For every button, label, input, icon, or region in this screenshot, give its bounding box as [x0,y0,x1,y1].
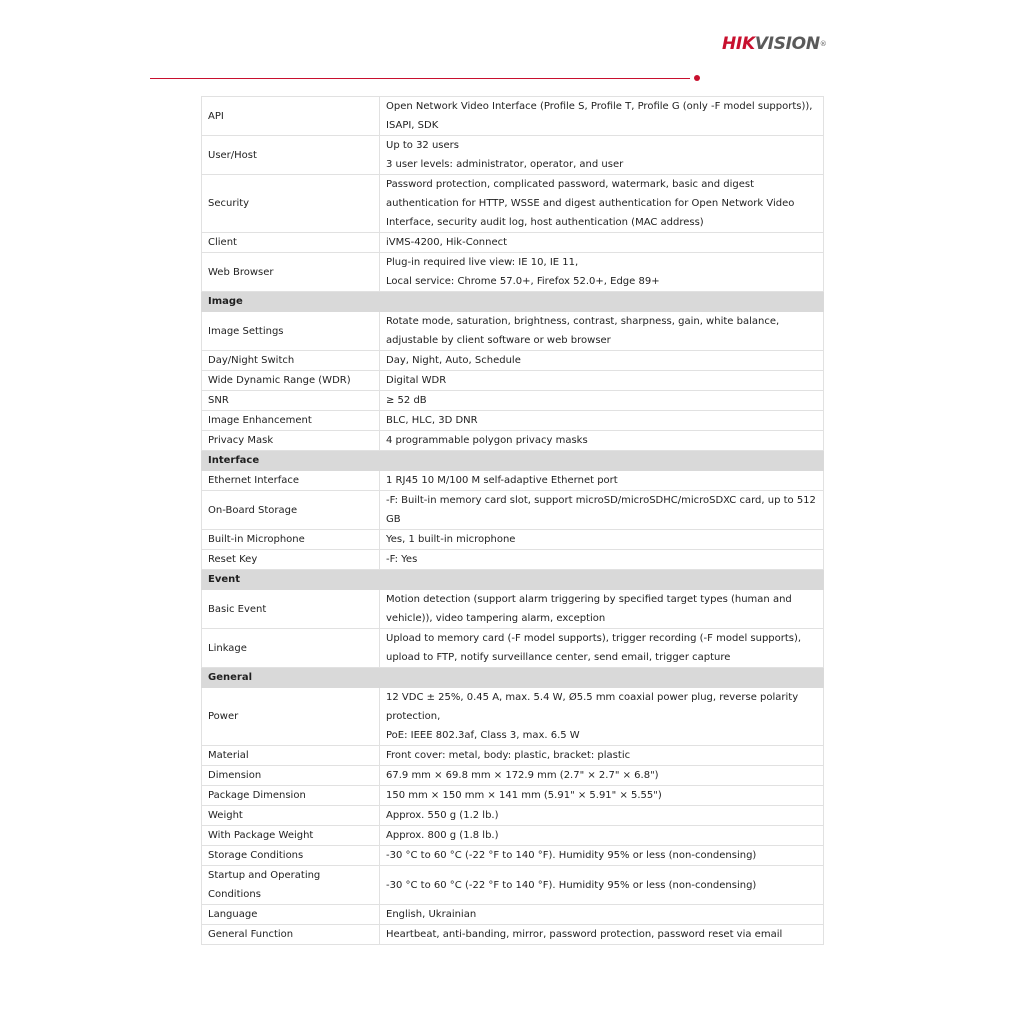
spec-label: Startup and Operating Conditions [202,866,380,905]
header-divider-dot [694,75,700,81]
logo-registered-mark: ® [819,40,827,48]
spec-row-user-host [202,136,824,175]
spec-label: Language [202,905,380,925]
spec-label: Weight [202,806,380,826]
section-header-image [202,292,824,312]
spec-label: Basic Event [202,590,380,629]
spec-row-language [202,905,824,925]
section-header-event [202,570,824,590]
spec-row-dimension [202,766,824,786]
spec-value: Upload to memory card (-F model supports), trigger recording (-F model supports), upload to FTP, notify surveillance center, send email, trigger capture [380,629,824,668]
spec-label: Wide Dynamic Range (WDR) [202,371,380,391]
spec-value: ≥ 52 dB [380,391,824,411]
spec-label: Privacy Mask [202,431,380,451]
spec-value: Plug-in required live view: IE 10, IE 11, Local service: Chrome 57.0+, Firefox 52.0+, Edge 89+ [380,253,824,292]
spec-label: Client [202,233,380,253]
section-title: General [202,668,824,688]
logo-text-vision: VISION [754,34,820,54]
spec-row-snr [202,391,824,411]
spec-value: 12 VDC ± 25%, 0.45 A, max. 5.4 W, Ø5.5 mm coaxial power plug, reverse polarity protection, PoE: IEEE 802.3af, Class 3, max. 6.5 W [380,688,824,746]
spec-row-material [202,746,824,766]
spec-value: -F: Built-in memory card slot, support microSD/microSDHC/microSDXC card, up to 512 GB [380,491,824,530]
spec-label: Power [202,688,380,746]
spec-label: Dimension [202,766,380,786]
section-title: Event [202,570,824,590]
spec-row-privacy-mask [202,431,824,451]
specification-table-body [202,97,824,945]
spec-value: -30 °C to 60 °C (-22 °F to 140 °F). Humidity 95% or less (non-condensing) [380,866,824,905]
spec-label: Reset Key [202,550,380,570]
spec-row-client [202,233,824,253]
spec-row-package-dimension [202,786,824,806]
spec-value: 4 programmable polygon privacy masks [380,431,824,451]
spec-row-general-function [202,925,824,945]
spec-row-storage-conditions [202,846,824,866]
spec-row-day-night-switch [202,351,824,371]
spec-row-on-board-storage [202,491,824,530]
spec-row-startup-and-operating-conditions [202,866,824,905]
spec-row-weight [202,806,824,826]
spec-label: Linkage [202,629,380,668]
spec-value: Day, Night, Auto, Schedule [380,351,824,371]
spec-value: Up to 32 users 3 user levels: administrator, operator, and user [380,136,824,175]
spec-label: Image Enhancement [202,411,380,431]
spec-value: Approx. 550 g (1.2 lb.) [380,806,824,826]
section-title: Image [202,292,824,312]
spec-label: User/Host [202,136,380,175]
specification-table [201,96,824,945]
spec-label: Material [202,746,380,766]
spec-row-image-enhancement [202,411,824,431]
spec-row-reset-key [202,550,824,570]
spec-value: Digital WDR [380,371,824,391]
spec-row-wide-dynamic-range-wdr [202,371,824,391]
spec-label: With Package Weight [202,826,380,846]
spec-value: Yes, 1 built-in microphone [380,530,824,550]
spec-row-ethernet-interface [202,471,824,491]
spec-row-image-settings [202,312,824,351]
spec-value: Motion detection (support alarm triggering by specified target types (human and vehicle)), video tampering alarm, exception [380,590,824,629]
spec-value: 150 mm × 150 mm × 141 mm (5.91" × 5.91" × 5.55") [380,786,824,806]
spec-value: Open Network Video Interface (Profile S, Profile T, Profile G (only -F model supports)), ISAPI, SDK [380,97,824,136]
spec-value: -F: Yes [380,550,824,570]
spec-value: Password protection, complicated password, watermark, basic and digest authentication for HTTP, WSSE and digest authentication for Open Network Video Interface, security audit log, host authentication (MAC address) [380,175,824,233]
spec-label: Image Settings [202,312,380,351]
spec-label: API [202,97,380,136]
spec-label: Storage Conditions [202,846,380,866]
spec-value: Approx. 800 g (1.8 lb.) [380,826,824,846]
spec-label: On-Board Storage [202,491,380,530]
spec-value: BLC, HLC, 3D DNR [380,411,824,431]
spec-label: SNR [202,391,380,411]
spec-row-linkage [202,629,824,668]
spec-value: Rotate mode, saturation, brightness, contrast, sharpness, gain, white balance, adjustable by client software or web browser [380,312,824,351]
section-title: Interface [202,451,824,471]
spec-row-basic-event [202,590,824,629]
spec-label: General Function [202,925,380,945]
spec-label: Built-in Microphone [202,530,380,550]
header-divider-line [150,78,690,79]
section-header-general [202,668,824,688]
spec-value: iVMS-4200, Hik-Connect [380,233,824,253]
spec-value: English, Ukrainian [380,905,824,925]
spec-label: Web Browser [202,253,380,292]
spec-value: Heartbeat, anti-banding, mirror, password protection, password reset via email [380,925,824,945]
spec-row-power [202,688,824,746]
spec-row-web-browser [202,253,824,292]
spec-value: -30 °C to 60 °C (-22 °F to 140 °F). Humidity 95% or less (non-condensing) [380,846,824,866]
logo-text-hik: HIK [722,34,755,54]
spec-row-api [202,97,824,136]
spec-row-built-in-microphone [202,530,824,550]
spec-label: Ethernet Interface [202,471,380,491]
hikvision-logo [722,33,826,55]
section-header-interface [202,451,824,471]
spec-row-with-package-weight [202,826,824,846]
spec-label: Security [202,175,380,233]
spec-value: 67.9 mm × 69.8 mm × 172.9 mm (2.7" × 2.7" × 6.8") [380,766,824,786]
spec-value: 1 RJ45 10 M/100 M self-adaptive Ethernet port [380,471,824,491]
spec-label: Day/Night Switch [202,351,380,371]
spec-row-security [202,175,824,233]
spec-label: Package Dimension [202,786,380,806]
spec-value: Front cover: metal, body: plastic, bracket: plastic [380,746,824,766]
